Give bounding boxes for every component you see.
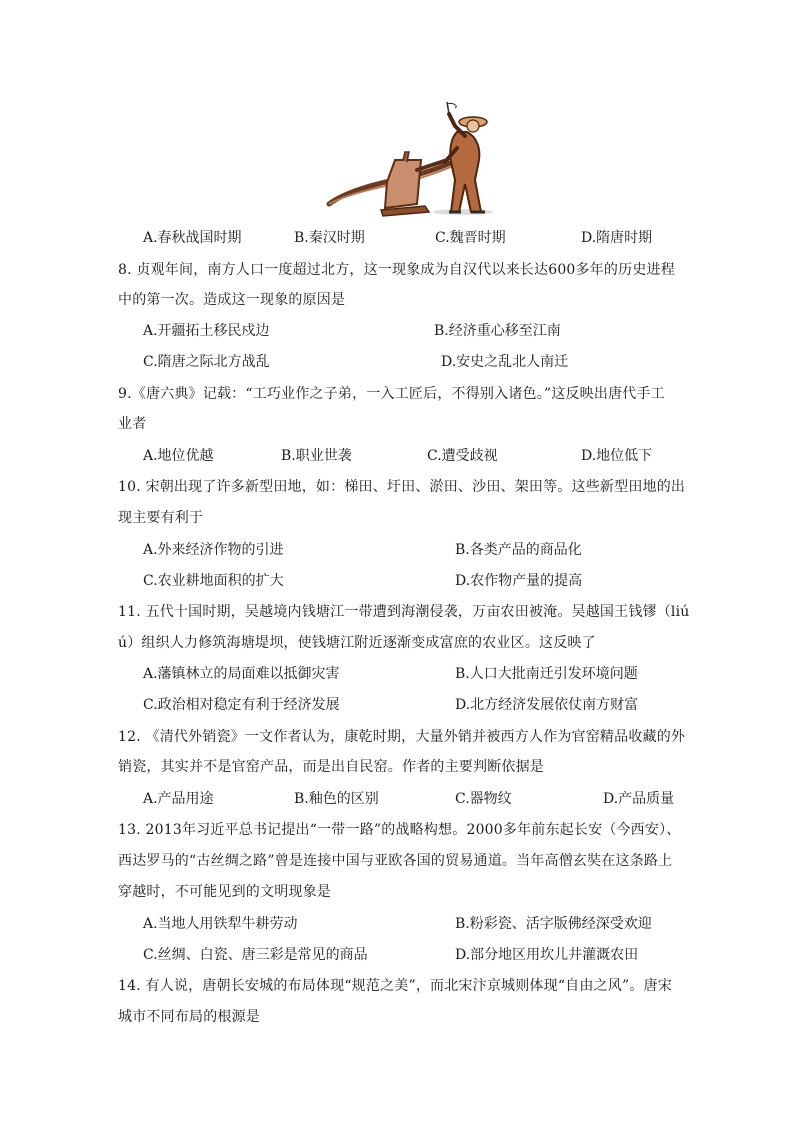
q10-option-d: D.农作物产量的提高 [455, 573, 583, 589]
q9-option-a: A.地位优越 [143, 448, 214, 464]
q7-option-a: A.春秋战国时期 [143, 230, 242, 246]
q12-question-line-1: 12. 《清代外销瓷》一文作者认为，康乾时期，大量外销并被西方人作为官窑精品收藏的外 [118, 729, 686, 745]
q8-option-c: C.隋唐之际北方战乱 [143, 354, 270, 370]
q7-option-b: B.秦汉时期 [294, 230, 365, 246]
q14-question-line-1: 14. 有人说，唐朝长安城的布局体现“规范之美”，而北宋汴京城则体现“自由之风”。唐宋 [118, 978, 672, 994]
q12-option-a: A.产品用途 [143, 791, 214, 807]
q7-option-d: D.隋唐时期 [581, 230, 653, 246]
q11-question-line-1: 11. 五代十国时期，吴越境内钱塘江一带遭到海潮侵袭，万亩农田被淹。吴越国王钱镠（liú [118, 604, 690, 620]
q11-option-c: C.政治相对稳定有利于经济发展 [143, 697, 340, 713]
q13-option-a: A.当地人用铁犁牛耕劳动 [143, 916, 298, 932]
q11-option-a: A.藩镇林立的局面难以抵御灾害 [143, 666, 340, 682]
q9-option-c: C.遭受歧视 [427, 448, 498, 464]
q10-question-line-2: 现主要有利于 [118, 510, 204, 526]
q13-question-line-1: 13. 2013年习近平总书记提出“一带一路”的战略构想。2000多年前东起长安（今西安）、 [118, 822, 681, 838]
q9-option-d: D.地位低下 [581, 448, 653, 464]
q11-option-d: D.北方经济发展依仗南方财富 [455, 697, 639, 713]
q8-option-b: B.经济重心移至江南 [434, 323, 561, 339]
q10-question-line-1: 10. 宋朝出现了许多新型田地，如：梯田、圩田、淤田、沙田、架田等。这些新型田地的出 [118, 479, 686, 495]
q10-option-a: A.外来经济作物的引进 [143, 542, 284, 558]
q8-question-line-1: 8. 贞观年间，南方人口一度超过北方，这一现象成为自汉代以来长达600多年的历史进程 [118, 262, 675, 278]
q9-question-line-2: 业者 [118, 416, 147, 432]
q9-question-line-1: 9.《唐六典》记载：“工巧业作之子弟，一入工匠后，不得别入诸色。”这反映出唐代手工 [118, 386, 665, 402]
q13-question-line-3: 穿越时，不可能见到的文明现象是 [118, 884, 331, 900]
q10-option-c: C.农业耕地面积的扩大 [143, 573, 284, 589]
q7-option-c: C.魏晋时期 [435, 230, 506, 246]
q8-question-line-2: 中的第一次。造成这一现象的原因是 [118, 292, 346, 308]
q13-option-c: C.丝绸、白瓷、唐三彩是常见的商品 [143, 947, 368, 963]
q8-option-a: A.开疆拓土移民戍边 [143, 323, 270, 339]
q12-question-line-2: 销瓷，其实并不是官窑产品，而是出自民窑。作者的主要判断依据是 [118, 759, 544, 775]
q11-option-b: B.人口大批南迁引发环境问题 [455, 666, 638, 682]
q14-question-line-2: 城市不同布局的根源是 [118, 1009, 260, 1025]
q13-option-b: B.粉彩瓷、活字版佛经深受欢迎 [455, 916, 652, 932]
q11-question-line-2: ú）组织人力修筑海塘堤坝，使钱塘江附近逐渐变成富庶的农业区。这反映了 [118, 635, 596, 651]
q12-option-d: D.产品质量 [603, 791, 675, 807]
q12-option-b: B.釉色的区别 [294, 791, 379, 807]
q13-option-d: D.部分地区用坎儿井灌溉农田 [455, 947, 639, 963]
q9-option-b: B.职业世袭 [281, 448, 352, 464]
q8-option-d: D.安史之乱北人南迁 [441, 354, 569, 370]
q13-question-line-2: 西达罗马的“古丝绸之路”曾是连接中国与亚欧各国的贸易通道。当年高僧玄奘在这条路上 [118, 853, 673, 869]
farmer-plowing-illustration [325, 100, 503, 218]
q12-option-c: C.器物纹 [455, 791, 512, 807]
q10-option-b: B.各类产品的商品化 [455, 542, 582, 558]
